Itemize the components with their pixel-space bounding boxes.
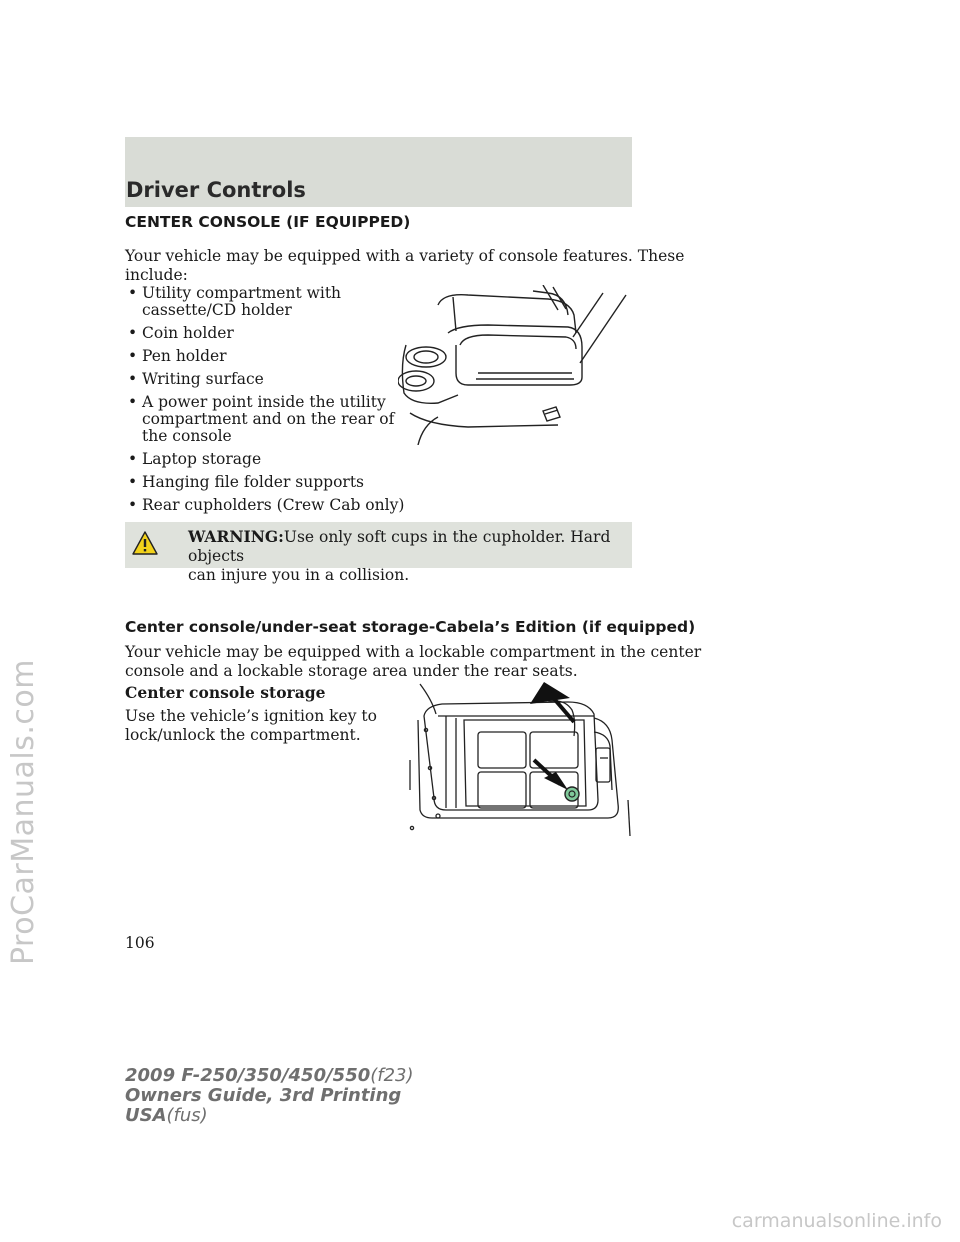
list-item: • Rear cupholders (Crew Cab only) — [125, 497, 405, 514]
list-item: • Hanging file folder supports — [125, 474, 405, 491]
list-item: • Laptop storage — [125, 451, 405, 468]
footer — [125, 1066, 414, 1126]
footer-model-code: (f23) — [370, 1065, 414, 1086]
intro-line-2: include: — [125, 266, 188, 284]
footer-market: USA — [125, 1105, 167, 1126]
footer-printing: Owners Guide, 3rd Printing — [125, 1085, 402, 1106]
feature-list — [125, 285, 405, 520]
list-item: • A power point inside the utility compartment and on the rear of the console — [125, 394, 405, 445]
storage-intro-line-1: Your vehicle may be equipped with a lockable compartment in the center — [125, 643, 702, 661]
footer-market-code: (fus) — [166, 1105, 208, 1126]
warning-line-2: can injure you in a collision. — [188, 566, 410, 584]
warning-line-1: Use only soft cups in the cupholder. Hard objects — [188, 528, 611, 565]
storage-heading: Center console/under-seat storage-Cabela’s Edition (if equipped) — [125, 618, 696, 636]
console-storage-illustration — [398, 680, 632, 840]
page-number: 106 — [125, 934, 155, 952]
console-storage-subheading: Center console storage — [125, 683, 326, 702]
side-watermark: ProCarManuals.com — [6, 659, 41, 966]
storage-body-line-1: Use the vehicle’s ignition key to — [125, 707, 377, 725]
list-item: • Utility compartment with cassette/CD holder — [125, 285, 405, 319]
section-title: Driver Controls — [126, 178, 306, 202]
footer-model: 2009 F-250/350/450/550 — [125, 1065, 371, 1086]
bottom-watermark: carmanualsonline.info — [731, 1210, 942, 1232]
storage-body-line-2: lock/unlock the compartment. — [125, 726, 361, 744]
list-item: • Pen holder — [125, 348, 405, 365]
list-item: • Writing surface — [125, 371, 405, 388]
list-item: • Coin holder — [125, 325, 405, 342]
storage-intro-line-2: console and a lockable storage area under the rear seats. — [125, 662, 578, 680]
warning-label: WARNING: — [188, 527, 284, 546]
warning-text — [188, 527, 618, 585]
warning-triangle-icon — [132, 530, 158, 556]
intro-line-1: Your vehicle may be equipped with a variety of console features. These — [125, 247, 685, 265]
center-console-illustration — [398, 285, 632, 445]
console-heading: CENTER CONSOLE (IF EQUIPPED) — [125, 213, 411, 231]
